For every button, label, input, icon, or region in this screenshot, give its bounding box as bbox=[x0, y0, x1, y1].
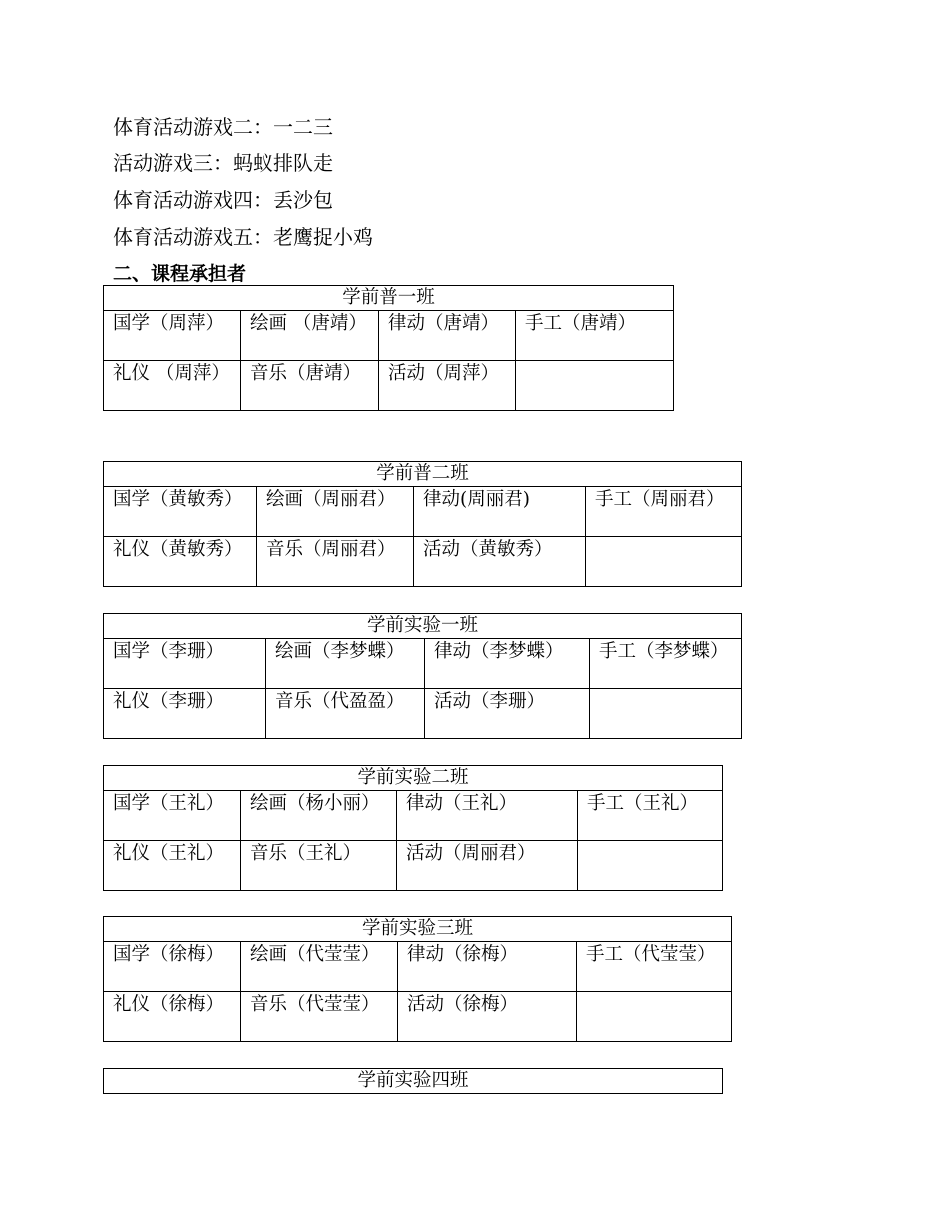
table-cell: 绘画（李梦蝶） bbox=[266, 639, 425, 689]
roster-table-2 bbox=[103, 461, 742, 587]
table-cell bbox=[516, 361, 674, 411]
table-title: 学前普一班 bbox=[104, 286, 674, 311]
table-cell: 国学（李珊） bbox=[104, 639, 266, 689]
table-cell: 律动（王礼） bbox=[397, 791, 578, 841]
section-heading: 二、课程承担者 bbox=[113, 263, 247, 285]
table-cell bbox=[578, 841, 723, 891]
table-cell: 活动（周萍） bbox=[379, 361, 516, 411]
table-title: 学前实验四班 bbox=[104, 1069, 723, 1094]
table-row bbox=[104, 537, 742, 587]
table-cell: 律动（唐靖） bbox=[379, 311, 516, 361]
table-cell: 律动(周丽君) bbox=[414, 487, 586, 537]
table-row bbox=[104, 689, 742, 739]
table-cell bbox=[586, 537, 742, 587]
roster-table-3 bbox=[103, 613, 742, 739]
table-cell: 律动（徐梅） bbox=[398, 942, 577, 992]
table-title: 学前实验一班 bbox=[104, 614, 742, 639]
roster-table-4 bbox=[103, 765, 723, 891]
table-cell: 音乐（王礼） bbox=[241, 841, 397, 891]
table-cell: 绘画 （唐靖） bbox=[241, 311, 379, 361]
table-title: 学前实验三班 bbox=[104, 917, 732, 942]
table-cell: 手工（唐靖） bbox=[516, 311, 674, 361]
table-cell: 绘画（代莹莹） bbox=[241, 942, 398, 992]
table-cell: 律动（李梦蝶） bbox=[425, 639, 590, 689]
table-cell: 礼仪（黄敏秀） bbox=[104, 537, 257, 587]
table-cell: 活动（徐梅） bbox=[398, 992, 577, 1042]
table-cell: 国学（周萍） bbox=[104, 311, 241, 361]
table-cell: 活动（李珊） bbox=[425, 689, 590, 739]
table-row bbox=[104, 791, 723, 841]
roster-table-6 bbox=[103, 1068, 723, 1094]
table-row bbox=[104, 361, 674, 411]
table-cell: 礼仪（王礼） bbox=[104, 841, 241, 891]
table-cell: 活动（周丽君） bbox=[397, 841, 578, 891]
table-row bbox=[104, 942, 732, 992]
table-cell: 手工（王礼） bbox=[578, 791, 723, 841]
table-cell: 绘画（杨小丽） bbox=[241, 791, 397, 841]
table-cell: 礼仪 （周萍） bbox=[104, 361, 241, 411]
table-cell: 绘画（周丽君） bbox=[257, 487, 414, 537]
activity-line-4: 体育活动游戏四：丢沙包 bbox=[113, 188, 333, 212]
table-title: 学前实验二班 bbox=[104, 766, 723, 791]
table-cell: 国学（徐梅） bbox=[104, 942, 241, 992]
table-row bbox=[104, 639, 742, 689]
table-cell: 手工（李梦蝶） bbox=[590, 639, 742, 689]
table-row bbox=[104, 311, 674, 361]
table-cell: 礼仪（徐梅） bbox=[104, 992, 241, 1042]
table-cell: 手工（周丽君） bbox=[586, 487, 742, 537]
table-row bbox=[104, 841, 723, 891]
activity-line-5: 体育活动游戏五：老鹰捉小鸡 bbox=[113, 225, 373, 249]
table-cell: 音乐（代莹莹） bbox=[241, 992, 398, 1042]
table-cell: 国学（黄敏秀） bbox=[104, 487, 257, 537]
table-cell: 国学（王礼） bbox=[104, 791, 241, 841]
table-cell: 音乐（周丽君） bbox=[257, 537, 414, 587]
table-cell: 手工（代莹莹） bbox=[577, 942, 732, 992]
roster-table-1 bbox=[103, 285, 674, 411]
table-cell: 音乐（唐靖） bbox=[241, 361, 379, 411]
table-row bbox=[104, 992, 732, 1042]
table-cell bbox=[577, 992, 732, 1042]
table-cell: 礼仪（李珊） bbox=[104, 689, 266, 739]
table-cell: 音乐（代盈盈） bbox=[266, 689, 425, 739]
table-cell: 活动（黄敏秀） bbox=[414, 537, 586, 587]
activity-line-3: 活动游戏三：蚂蚁排队走 bbox=[113, 151, 333, 175]
table-title: 学前普二班 bbox=[104, 462, 742, 487]
roster-table-5 bbox=[103, 916, 732, 1042]
table-cell bbox=[590, 689, 742, 739]
activity-line-2: 体育活动游戏二：一二三 bbox=[113, 115, 333, 139]
table-row bbox=[104, 487, 742, 537]
